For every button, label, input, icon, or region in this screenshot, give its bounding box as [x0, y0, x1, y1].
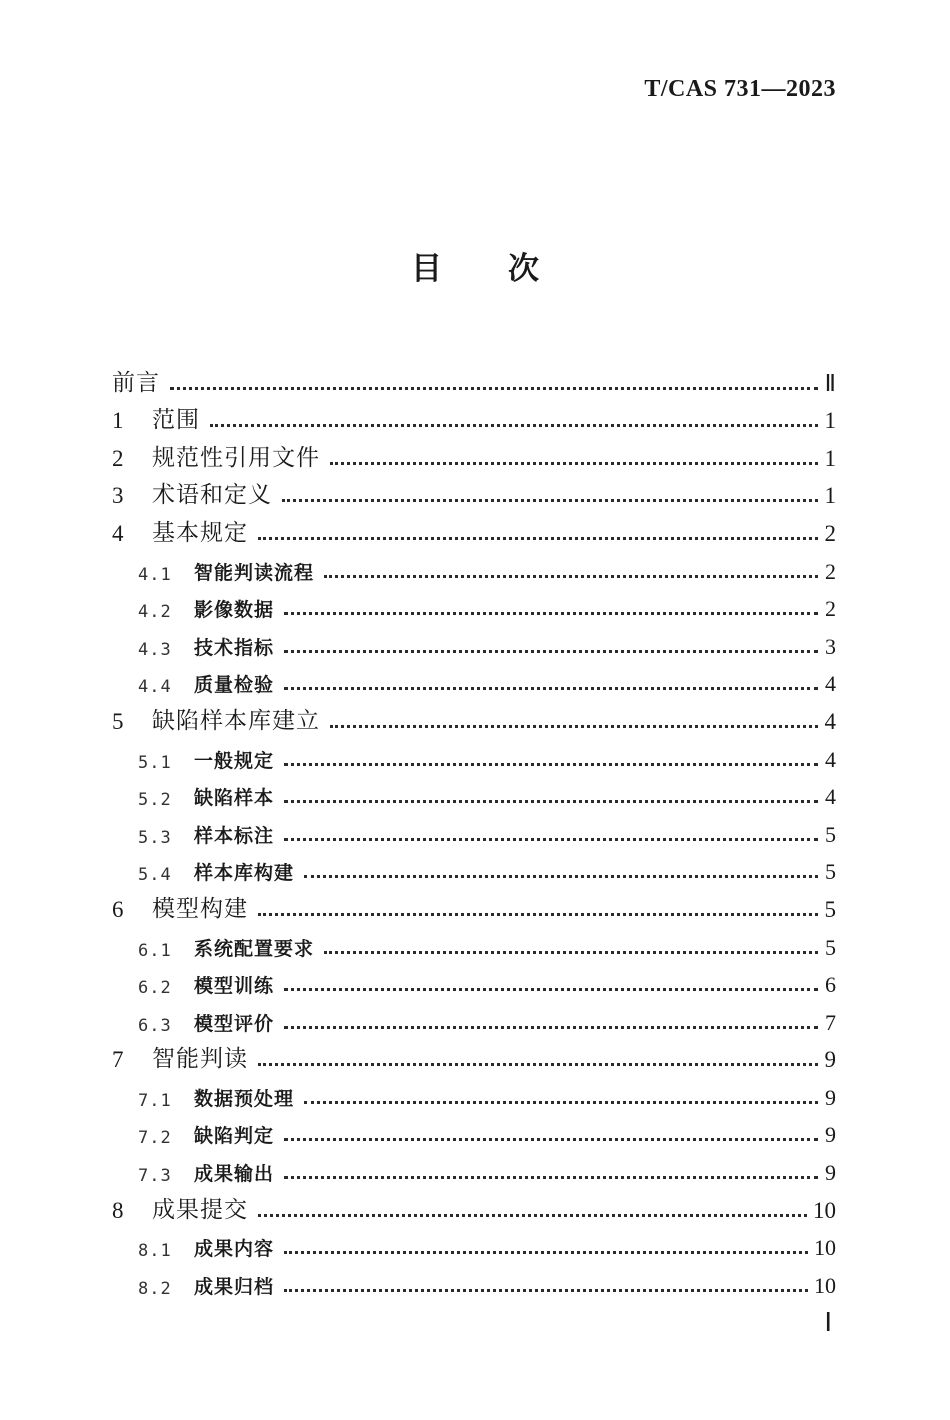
toc-dot-leader [304, 1101, 818, 1104]
toc-entry-page: 9 [825, 1084, 836, 1110]
toc-entry-page: 10 [814, 1272, 836, 1298]
toc-section-entry[interactable] [112, 848, 836, 886]
toc-section-entry[interactable] [112, 1148, 836, 1186]
toc-section-entry[interactable] [112, 585, 836, 623]
toc-entry-number: 5.2 [138, 790, 172, 811]
toc-entry-title: 缺陷判定 [194, 1125, 275, 1148]
toc-entry-number: 3 [112, 483, 124, 509]
toc-chapter-entry[interactable] [112, 1036, 836, 1074]
toc-dot-leader [210, 424, 818, 427]
toc-entry-page: 2 [824, 520, 836, 546]
toc-entry-title: 缺陷样本库建立 [152, 707, 320, 734]
toc-entry-number: 4.2 [138, 602, 172, 623]
toc-entry-page: 5 [825, 821, 836, 847]
toc-dot-leader [258, 913, 818, 916]
toc-section-entry[interactable] [112, 547, 836, 585]
toc-dot-leader [284, 1026, 818, 1029]
toc-entry-page: 4 [825, 746, 836, 772]
toc-dot-leader [330, 725, 818, 728]
toc-dot-leader [284, 838, 818, 841]
toc-entry-page: 2 [825, 558, 836, 584]
toc-entry-page: 9 [824, 1047, 836, 1073]
toc-entry-page: 2 [825, 596, 836, 622]
toc-entry-number: 6.3 [138, 1015, 172, 1036]
toc-dot-leader [282, 499, 818, 502]
toc-entry-title: 基本规定 [152, 519, 248, 546]
toc-entry-page: 1 [824, 408, 836, 434]
page-number: Ⅰ [824, 1308, 832, 1337]
toc-entry-title: 技术指标 [194, 636, 275, 659]
toc-chapter-entry[interactable] [112, 472, 836, 510]
toc-dot-leader [258, 537, 818, 540]
toc-entry-title: 前言 [112, 369, 160, 396]
toc-entry-number: 6.2 [138, 978, 172, 999]
toc-dot-leader [284, 1289, 808, 1292]
toc-dot-leader [284, 763, 818, 766]
toc-entry-title: 规范性引用文件 [152, 444, 320, 471]
toc-dot-leader [284, 988, 818, 991]
toc-entry-page: 1 [824, 445, 836, 471]
toc-entry-page: 1 [824, 483, 836, 509]
toc-section-entry[interactable] [112, 622, 836, 660]
toc-entry-page: 4 [825, 784, 836, 810]
toc-dot-leader [284, 1138, 818, 1141]
toc-entry-page: 7 [825, 1009, 836, 1035]
toc-dot-leader [284, 650, 818, 653]
toc-section-entry[interactable] [112, 810, 836, 848]
toc-entry-title: 模型构建 [152, 895, 248, 922]
toc-entry-number: 4.3 [138, 639, 172, 660]
toc-entry-number: 8.2 [138, 1278, 172, 1299]
toc-entry-number: 8 [112, 1197, 124, 1223]
toc-dot-leader [258, 1063, 818, 1066]
toc-entry-number: 5.4 [138, 865, 172, 886]
toc-dot-leader [284, 1251, 808, 1254]
toc-chapter-entry[interactable] [112, 697, 836, 735]
toc-chapter-entry[interactable] [112, 509, 836, 547]
toc-entry-number: 6.1 [138, 940, 172, 961]
toc-entry-number: 4 [112, 520, 124, 546]
toc-chapter-entry[interactable] [112, 885, 836, 923]
page-title: 目次 [411, 251, 605, 287]
toc-dot-leader [284, 1176, 818, 1179]
toc-entry-page: 10 [814, 1235, 836, 1261]
toc-entry-number: 7 [112, 1047, 124, 1073]
toc-entry-title: 样本库构建 [194, 862, 295, 885]
toc-entry-title: 一般规定 [194, 749, 275, 772]
toc-entry-page: 5 [824, 896, 836, 922]
toc-entry-title: 成果内容 [194, 1238, 275, 1261]
toc-entry-page: 9 [825, 1160, 836, 1186]
toc-section-entry[interactable] [112, 1073, 836, 1111]
toc-dot-leader [258, 1214, 807, 1217]
toc-entry-page: 10 [813, 1197, 836, 1223]
toc-entry-title: 影像数据 [194, 599, 275, 622]
toc-section-entry[interactable] [112, 773, 836, 811]
toc-entry-page: 4 [824, 708, 836, 734]
toc-section-entry[interactable] [112, 923, 836, 961]
toc-entry-page: 6 [825, 972, 836, 998]
toc-dot-leader [324, 951, 818, 954]
toc-entry-page: 5 [825, 859, 836, 885]
toc-entry-title: 智能判读 [152, 1046, 248, 1073]
toc-dot-leader [330, 462, 818, 465]
toc-entry-number: 4.4 [138, 677, 172, 698]
toc-entry-title: 缺陷样本 [194, 787, 275, 810]
toc-entry-title: 智能判读流程 [194, 561, 315, 584]
toc-section-entry[interactable] [112, 998, 836, 1036]
toc-entry-page: Ⅱ [824, 370, 836, 396]
toc-chapter-entry[interactable] [112, 359, 836, 397]
toc-entry-title: 范围 [152, 407, 200, 434]
toc-entry-number: 5.1 [138, 752, 172, 773]
toc-dot-leader [284, 800, 818, 803]
toc-dot-leader [284, 687, 818, 690]
toc-entry-number: 6 [112, 896, 124, 922]
toc-entry-page: 5 [825, 934, 836, 960]
toc-entry-number: 7.1 [138, 1090, 172, 1111]
toc-section-entry[interactable] [112, 1224, 836, 1262]
toc-entry-title: 模型评价 [194, 1012, 275, 1035]
toc-section-entry[interactable] [112, 1261, 836, 1299]
toc-entry-number: 8.1 [138, 1241, 172, 1262]
toc-entry-number: 5 [112, 708, 124, 734]
toc-dot-leader [284, 612, 818, 615]
toc-chapter-entry[interactable] [112, 434, 836, 472]
toc-entry-title: 成果归档 [194, 1275, 275, 1298]
toc-section-entry[interactable] [112, 1111, 836, 1149]
toc-entry-number: 1 [112, 408, 124, 434]
toc-entry-title: 系统配置要求 [194, 937, 315, 960]
toc-entry-title: 模型训练 [194, 975, 275, 998]
toc-dot-leader [170, 387, 818, 390]
toc-section-entry[interactable] [112, 961, 836, 999]
toc-entry-title: 成果输出 [194, 1163, 275, 1186]
toc-entry-title: 质量检验 [194, 674, 275, 697]
toc-entry-number: 4.1 [138, 564, 172, 585]
toc-entry-title: 术语和定义 [152, 482, 272, 509]
toc-chapter-entry[interactable] [112, 1186, 836, 1224]
toc-entry-page: 3 [825, 633, 836, 659]
toc-entry-title: 数据预处理 [194, 1087, 295, 1110]
toc-dot-leader [324, 575, 818, 578]
toc-chapter-entry[interactable] [112, 397, 836, 435]
toc-entry-title: 样本标注 [194, 824, 275, 847]
toc-entry-page: 9 [825, 1122, 836, 1148]
toc-entry-number: 5.3 [138, 827, 172, 848]
toc-entry-page: 4 [825, 671, 836, 697]
toc-entry-number: 7.2 [138, 1128, 172, 1149]
toc-entry-number: 2 [112, 445, 124, 471]
toc-section-entry[interactable] [112, 735, 836, 773]
doc-code: T/CAS 731—2023 [644, 76, 836, 102]
toc-dot-leader [304, 875, 818, 878]
toc-entry-title: 成果提交 [152, 1196, 248, 1223]
table-of-contents [112, 359, 836, 1299]
toc-entry-number: 7.3 [138, 1166, 172, 1187]
toc-section-entry[interactable] [112, 660, 836, 698]
